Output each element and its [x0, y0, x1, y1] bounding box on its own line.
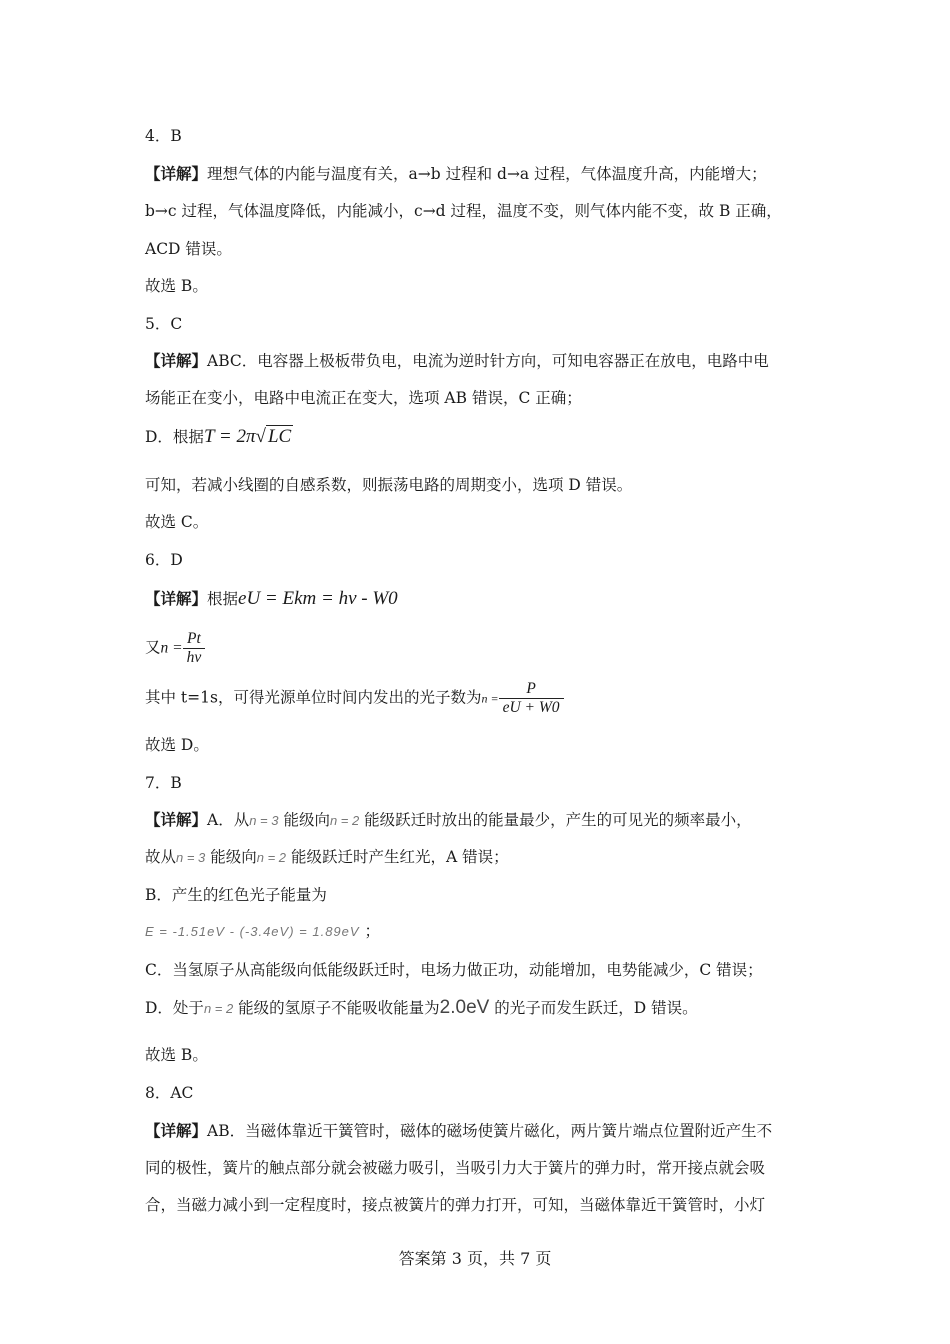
sqrt-icon: √: [255, 426, 266, 447]
q7-n2: n = 2: [329, 813, 360, 828]
q4-text1: 理想气体的内能与温度有关，a→b 过程和 d→a 过程，气体温度升高，内能增大；: [207, 165, 767, 183]
q7-choose: 故选 B。: [145, 1046, 208, 1064]
q7-n2-b: n = 2: [256, 850, 287, 865]
q4-explain-line2: b→c 过程，气体温度降低，内能减小，c→d 过程，温度不变，则气体内能不变，故 B 正确，: [145, 202, 782, 220]
q6-explain-line3: [145, 680, 564, 717]
q8-explain-line2: 同的极性，簧片的触点部分就会被磁力吸引，当吸引力大于簧片的弹力时，常开接点就会吸: [145, 1159, 766, 1177]
q5-text1: ABC．电容器上极板带负电，电流为逆时针方向，可知电容器正在放电，电路中电: [207, 352, 769, 370]
q6-n2-fraction: [499, 680, 564, 717]
q6-n2-numerator: P: [499, 680, 564, 699]
q4-explain-line1: [145, 163, 767, 185]
q7-d-prefix: D．处于: [145, 999, 204, 1017]
q5-period-formula: [204, 425, 293, 447]
q7-n3: n = 3: [249, 813, 279, 828]
q6-n-fraction: [183, 630, 206, 667]
q6-n2-lhs: n =: [481, 691, 499, 706]
q6-n-lhs: n =: [160, 639, 183, 657]
q5-explain-line1: [145, 350, 769, 372]
q7-tag: 【详解】: [145, 810, 208, 829]
q7-d-energy: 2.0eV: [439, 997, 490, 1018]
q7-n2-c: n = 2: [203, 1001, 234, 1016]
q7-n3-b: n = 3: [176, 850, 206, 865]
q7-a2-suffix: 能级跃迁时产生红光，A 错误；: [290, 848, 509, 866]
q6-n-denominator: hν: [186, 649, 202, 666]
q7-energy-formula: E = -1.51eV - (-3.4eV) = 1.89eV: [145, 924, 360, 939]
q5-choose: 故选 C。: [145, 513, 209, 531]
q7-answer: 7．B: [145, 774, 182, 792]
q6-according: 根据: [207, 590, 239, 608]
q8-tag: 【详解】: [145, 1121, 208, 1140]
q7-a-line2: [145, 846, 509, 869]
q7-a2-prefix: 故从: [145, 848, 177, 866]
q7-b-line: B．产生的红色光子能量为: [145, 886, 327, 904]
q4-choose: 故选 B。: [145, 277, 208, 295]
q8-explain-line3: 合，当磁力减小到一定程度时，接点被簧片的弹力打开，可知，当磁体靠近干簧管时，小灯: [145, 1196, 766, 1214]
q6-choose: 故选 D。: [145, 736, 209, 754]
q6-n2-denominator: eU + W0: [502, 699, 560, 716]
q8-answer: 8．AC: [145, 1084, 194, 1102]
q8-explain-line1: [145, 1120, 772, 1142]
q5-tag: 【详解】: [145, 351, 208, 370]
q5-formula-radicand: LC: [267, 426, 292, 447]
q6-line3-text: 其中 t=1s，可得光源单位时间内发出的光子数为: [145, 688, 482, 707]
q7-a1-suffix: 能级跃迁时放出的能量最少，产生的可见光的频率最小，: [364, 811, 752, 829]
q6-tag: 【详解】: [145, 589, 208, 608]
q4-tag: 【详解】: [145, 164, 208, 183]
q6-answer: 6．D: [145, 551, 183, 569]
q4-explain-line3: ACD 错误。: [145, 240, 232, 258]
q6-n-line: [145, 630, 205, 667]
q6-photoelectric-formula: eU = Ekm = hν - W0: [238, 588, 398, 609]
q5-formula-lhs: T = 2π: [203, 426, 256, 447]
q7-d-suffix: 的光子而发生跃迁，D 错误。: [494, 999, 698, 1017]
q6-explain-line1: [145, 588, 398, 610]
q8-text1: AB．当磁体靠近干簧管时，磁体的磁场使簧片磁化，两片簧片端点位置附近产生不: [207, 1122, 773, 1140]
q7-a-line1: [145, 809, 752, 832]
q4-answer: 4．B: [145, 127, 182, 145]
q5-d-line: [145, 426, 293, 448]
q7-energy-line: [145, 920, 380, 943]
q7-c-line: C．当氢原子从高能级向低能级跃迁时，电场力做正功，动能增加，电势能减少，C 错误；: [145, 961, 763, 979]
q7-a2-mid: 能级向: [210, 848, 257, 866]
q5-answer: 5．C: [145, 315, 183, 333]
q6-also: 又: [145, 638, 161, 657]
q7-a1-mid: 能级向: [283, 811, 330, 829]
page-footer: 答案第 3 页，共 7 页: [398, 1249, 552, 1268]
q7-d-mid: 能级的氢原子不能吸收能量为: [238, 999, 440, 1017]
q7-energy-end: ；: [364, 922, 381, 940]
q6-n-numerator: Pt: [183, 630, 206, 649]
q5-explain-line4: 可知，若减小线圈的自感系数，则振荡电路的周期变小，选项 D 错误。: [145, 476, 633, 494]
q7-a1-prefix: A．从: [207, 811, 250, 829]
q7-d-line: [145, 997, 698, 1020]
q5-explain-line2: 场能正在变小，电路中电流正在变大，选项 AB 错误，C 正确；: [145, 389, 582, 407]
q5-d-prefix: D．根据: [145, 428, 204, 446]
